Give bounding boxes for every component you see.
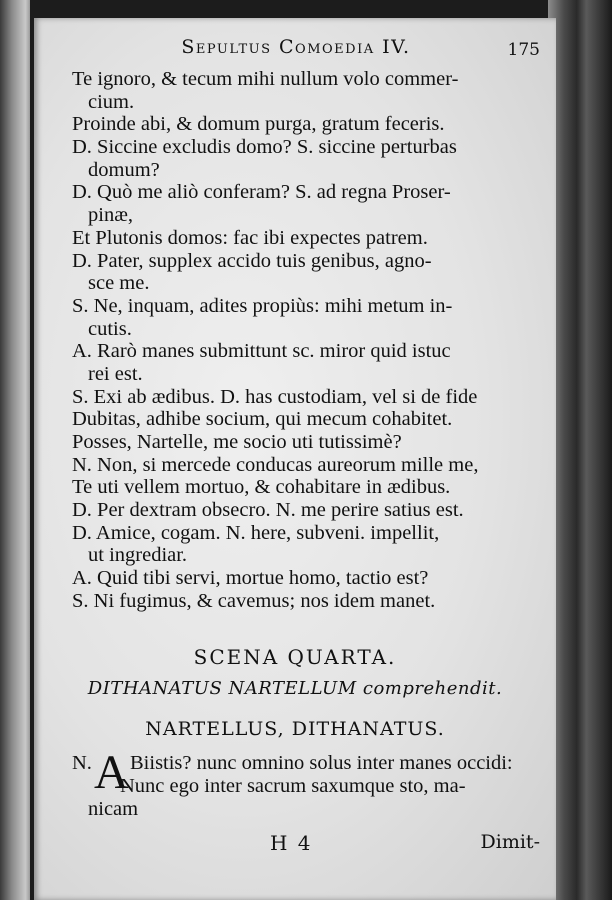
text-line: S. Ni fugimus, & cavemus; nos idem manet. [72,589,436,612]
text-line: D. Siccine excludis domo? S. siccine perturbas [72,136,457,159]
scene-characters: NARTELLUS, DITHANATUS. [145,718,445,740]
text-line: cutis. [88,317,132,340]
dialogue-text [72,68,532,613]
speech-line: Biistis? nunc omnino solus inter manes occidi: [130,752,513,774]
page-number: 175 [507,40,540,60]
text-line: ut ingrediar. [88,544,188,567]
running-head: Sepultus Comoedia IV. [181,36,411,58]
text-line: Posses, Nartelle, me socio uti tutissimè? [72,431,402,453]
text-line: S. Ne, inquam, adites propiùs: mihi metum in- [72,294,453,317]
book-left-edge [0,0,30,900]
text-line: A. Quid tibi servi, mortue homo, tactio est? [72,567,429,590]
text-line: D. Quò me aliò conferam? S. ad regna Proser- [72,181,451,204]
text-line: Te ignoro, & tecum mihi nullum volo commer- [72,68,459,90]
book-right-edge [548,0,612,900]
speech-line: nicam [88,798,139,820]
text-line: Proinde abi, & domum purga, gratum feceris. [72,113,445,136]
book-page [34,18,556,900]
text-line: A. Rarò manes submittunt sc. miror quid istuc [72,340,451,363]
text-line: sce me. [88,272,150,295]
signature-mark: H 4 [270,831,313,855]
scene-argument: DITHANATUS NARTELLUM comprehendit. [87,678,503,699]
drop-capital: A [94,746,129,799]
text-line: Te uti vellem mortuo, & cohabitare in ædibus. [72,476,451,499]
text-line: cium. [88,90,135,113]
speech-line: Nunc ego inter sacrum saxumque sto, ma- [120,775,466,797]
text-line: N. Non, si mercede conducas aureorum mille me, [72,453,479,476]
catchword: Dimit- [480,831,540,853]
text-line: D. Amice, cogam. N. here, subveni. impellit, [72,521,440,544]
text-line: D. Per dextram obsecro. N. me perire satius est. [72,499,464,522]
text-line: D. Pater, supplex accido tuis genibus, agno- [72,249,432,272]
scene-title: SCENA QUARTA. [193,645,397,669]
opening-speech [72,746,542,821]
text-line: pinæ, [88,204,133,227]
text-line: domum? [88,158,160,181]
text-line: S. Exi ab ædibus. D. has custodiam, vel si de fide [72,385,478,408]
text-line: rei est. [88,362,143,385]
speaker-label: N. [72,752,92,774]
text-line: Et Plutonis domos: fac ibi expectes patrem. [72,226,428,249]
text-line: Dubitas, adhibe socium, qui mecum cohabitet. [72,408,453,431]
